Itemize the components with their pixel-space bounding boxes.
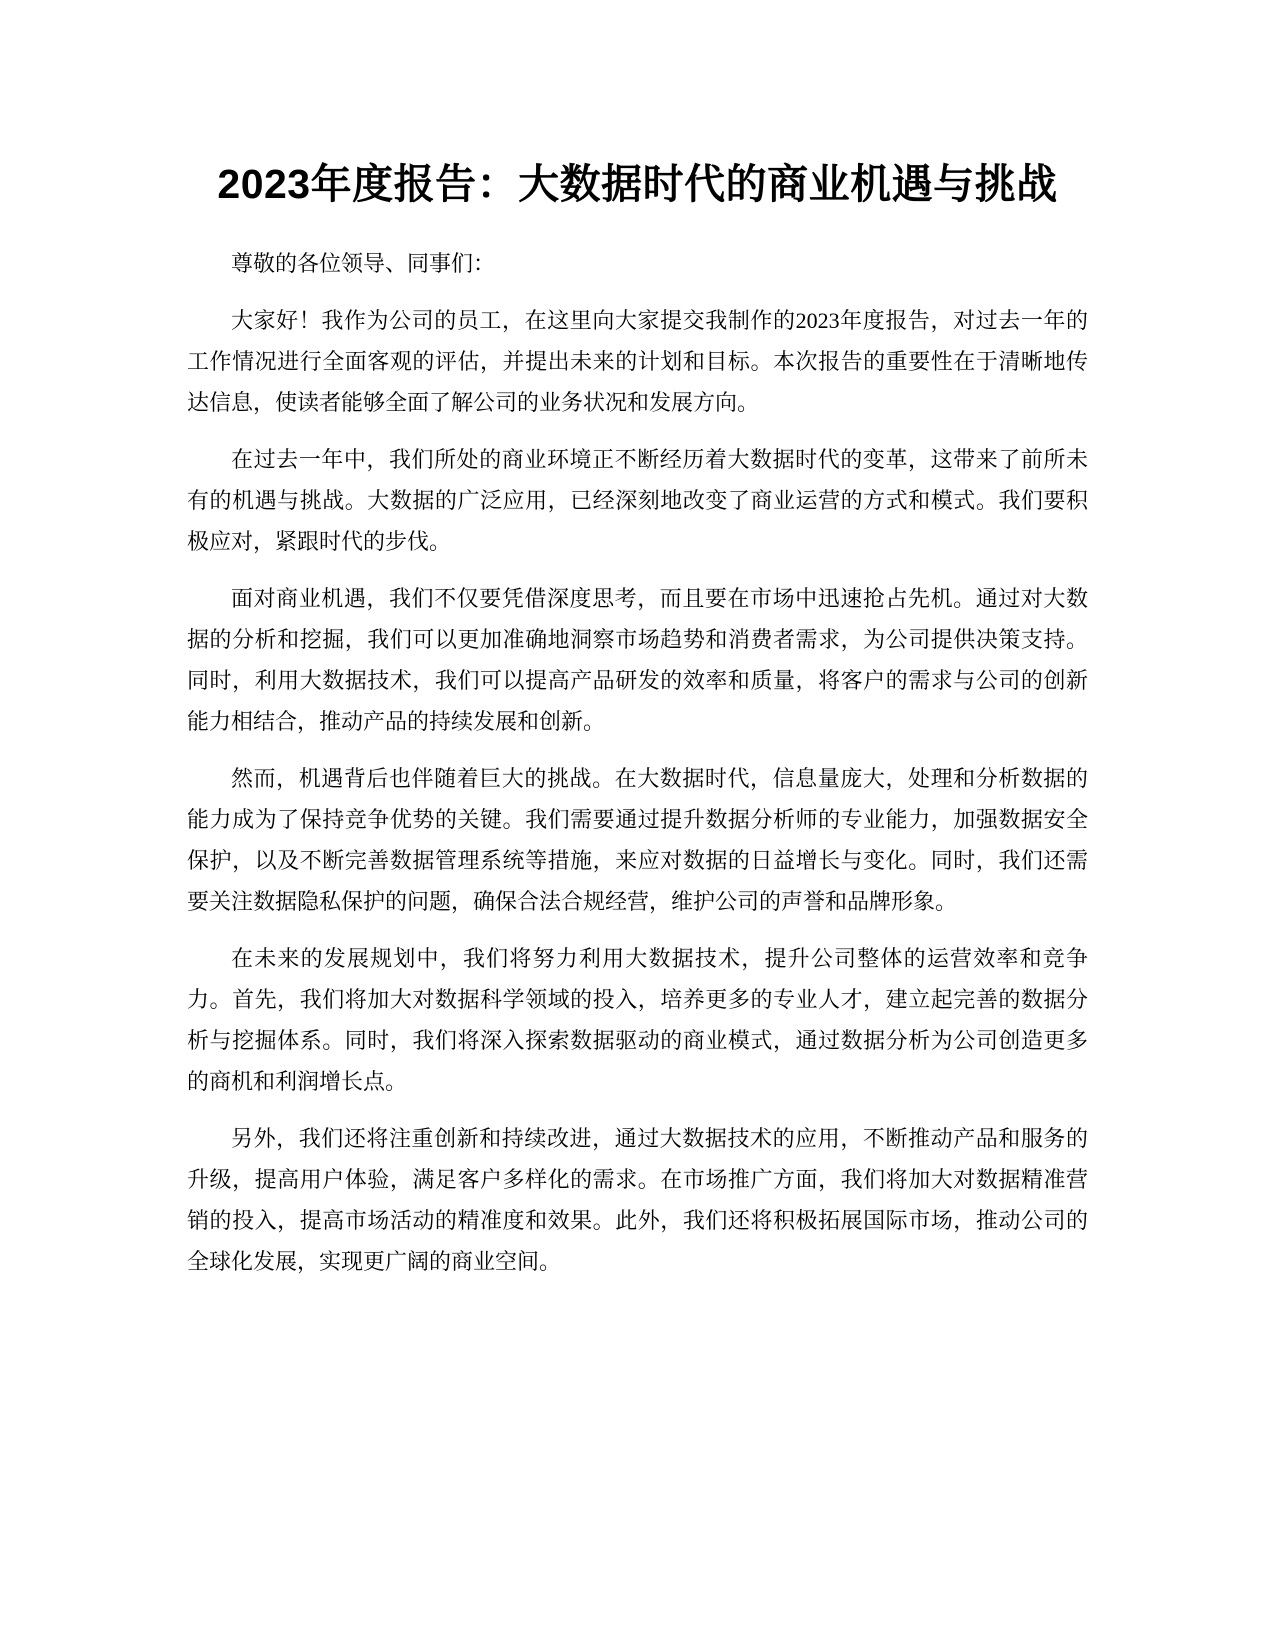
document-body: [187, 243, 1088, 1282]
paragraph-salutation: 尊敬的各位领导、同事们：: [231, 251, 496, 276]
paragraph-greeting: 大家好！我作为公司的员工，在这里向大家提交我制作的2023年度报告，对过去一年的工作情况进行全面客观的评估，并提出未来的计划和目标。本次报告的重要性在于清晰地传达信息，使读者能够全面了解公司的业务状况和发展方向。: [187, 308, 1088, 415]
paragraph-environment: 在过去一年中，我们所处的商业环境正不断经历着大数据时代的变革，这带来了前所未有的机遇与挑战。大数据的广泛应用，已经深刻地改变了商业运营的方式和模式。我们要积极应对，紧跟时代的步伐。: [187, 447, 1088, 554]
paragraph-opportunities: 面对商业机遇，我们不仅要凭借深度思考，而且要在市场中迅速抢占先机。通过对大数据的分析和挖掘，我们可以更加准确地洞察市场趋势和消费者需求，为公司提供决策支持。同时，利用大数据技术，我们可以提高产品研发的效率和质量，将客户的需求与公司的创新能力相结合，推动产品的持续发展和创新。: [187, 586, 1088, 734]
document-title: 2023年度报告：大数据时代的商业机遇与挑战: [217, 161, 1058, 207]
paragraph-innovation: 另外，我们还将注重创新和持续改进，通过大数据技术的应用，不断推动产品和服务的升级，提高用户体验，满足客户多样化的需求。在市场推广方面，我们将加大对数据精准营销的投入，提高市场活动的精准度和效果。此外，我们还将积极拓展国际市场，推动公司的全球化发展，实现更广阔的商业空间。: [187, 1126, 1088, 1274]
paragraph-future-plan: 在未来的发展规划中，我们将努力利用大数据技术，提升公司整体的运营效率和竞争力。首先，我们将加大对数据科学领域的投入，培养更多的专业人才，建立起完善的数据分析与挖掘体系。同时，我们将深入探索数据驱动的商业模式，通过数据分析为公司创造更多的商机和利润增长点。: [187, 946, 1088, 1094]
paragraph-challenges: 然而，机遇背后也伴随着巨大的挑战。在大数据时代，信息量庞大，处理和分析数据的能力成为了保持竞争优势的关键。我们需要通过提升数据分析师的专业能力，加强数据安全保护，以及不断完善数据管理系统等措施，来应对数据的日益增长与变化。同时，我们还需要关注数据隐私保护的问题，确保合法合规经营，维护公司的声誉和品牌形象。: [187, 766, 1088, 914]
